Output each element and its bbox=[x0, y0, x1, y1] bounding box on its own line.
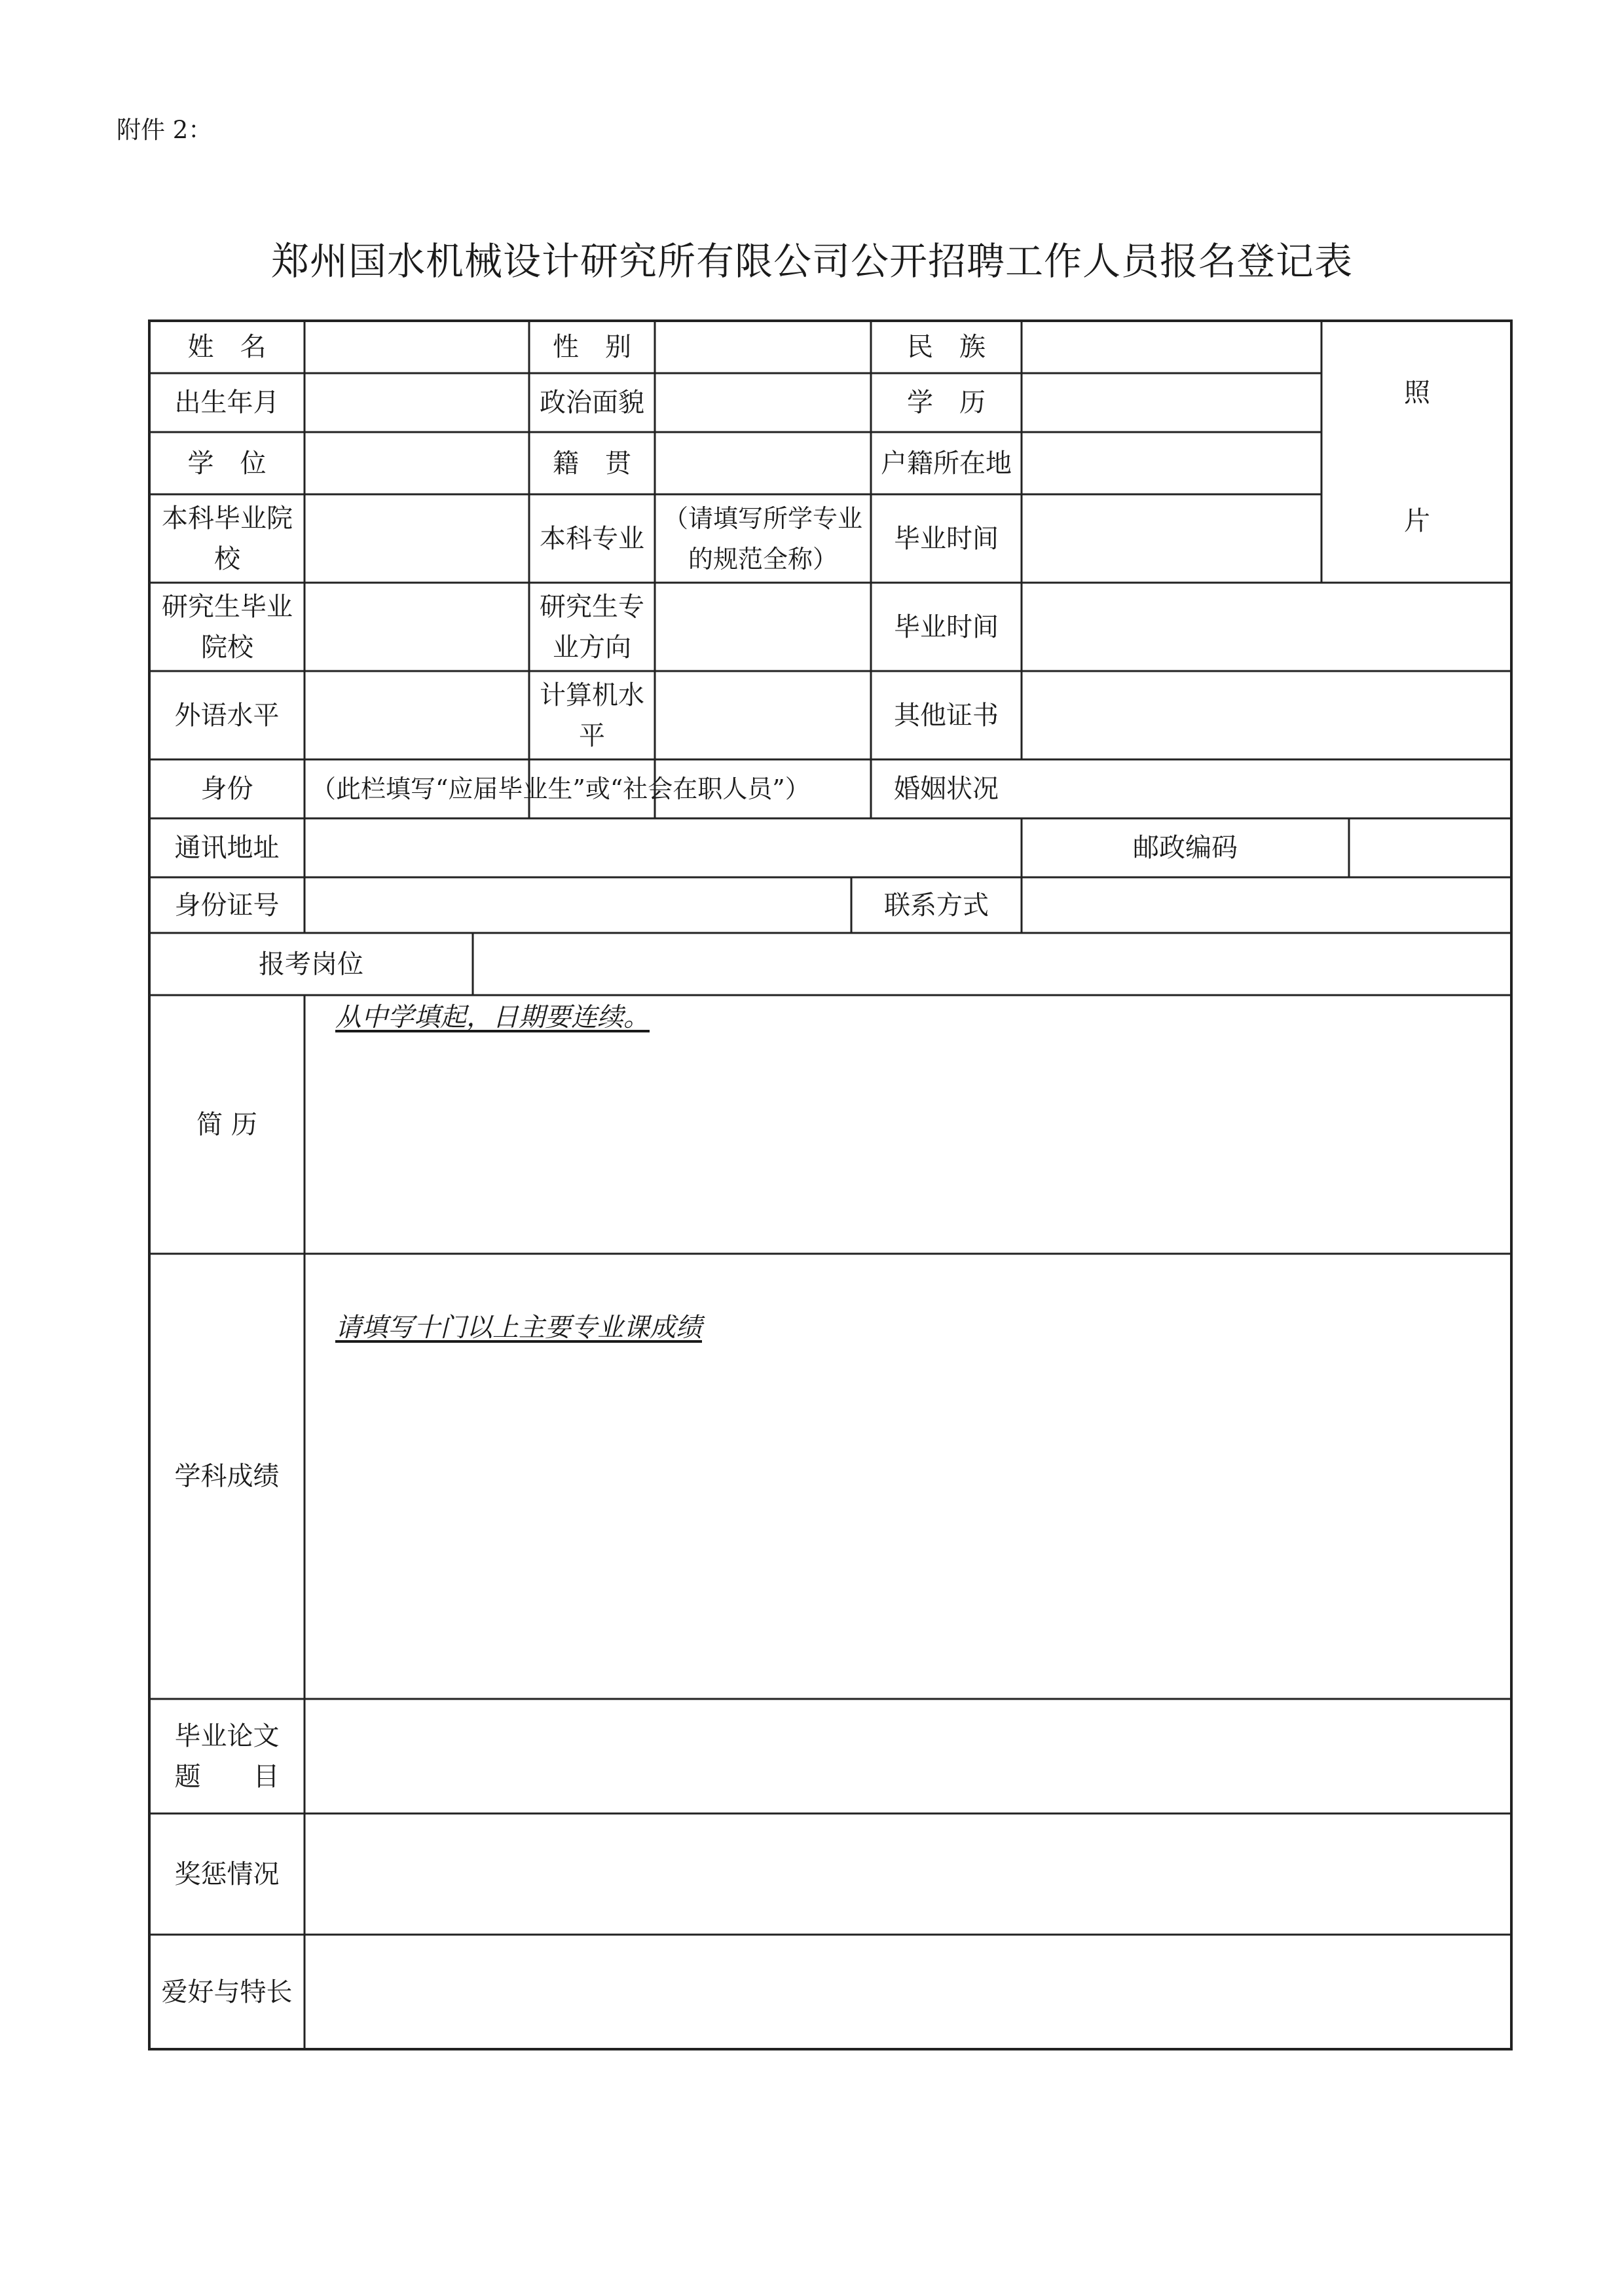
input-address[interactable] bbox=[304, 818, 1022, 877]
label-degree: 学 位 bbox=[187, 448, 267, 479]
input-postcode[interactable] bbox=[1349, 818, 1511, 877]
input-hobbies[interactable] bbox=[304, 1935, 1511, 2049]
label-computer: 计算机水平 bbox=[540, 680, 644, 751]
label-education: 学 历 bbox=[907, 388, 986, 418]
input-position[interactable] bbox=[473, 933, 1511, 995]
label-pg-major: 研究生专业方向 bbox=[540, 591, 644, 663]
annex-label: 附件 2： bbox=[117, 116, 213, 144]
label-thesis bbox=[149, 1699, 304, 1813]
input-thesis[interactable] bbox=[304, 1699, 1511, 1813]
input-pg-major[interactable] bbox=[655, 583, 871, 671]
input-certificates[interactable] bbox=[1022, 671, 1511, 759]
photo-label-bottom: 片 bbox=[1404, 506, 1430, 536]
input-birth[interactable] bbox=[304, 373, 529, 432]
input-ug-major-hint[interactable]: （请填写所学专业的规范全称） bbox=[663, 503, 862, 574]
label-position: 报考岗位 bbox=[259, 949, 363, 979]
input-education[interactable] bbox=[1022, 373, 1321, 432]
label-awards: 奖惩情况 bbox=[174, 1859, 280, 1889]
input-pg-school[interactable] bbox=[304, 583, 529, 671]
input-ug-grad-time[interactable] bbox=[1022, 494, 1321, 583]
photo-label-top: 照 bbox=[1404, 378, 1430, 408]
photo-box[interactable] bbox=[1321, 321, 1511, 583]
label-gender: 性 别 bbox=[553, 332, 631, 362]
label-grades: 学科成绩 bbox=[174, 1461, 280, 1491]
input-awards[interactable] bbox=[304, 1813, 1511, 1935]
resume-hint: 从中学填起，日期要连续。 bbox=[335, 1002, 650, 1032]
label-name: 姓 名 bbox=[187, 332, 267, 362]
input-name[interactable] bbox=[304, 321, 529, 373]
input-contact[interactable] bbox=[1022, 877, 1511, 933]
label-hobbies: 爱好与特长 bbox=[161, 1977, 293, 2007]
label-resume: 简 历 bbox=[196, 1109, 257, 1140]
input-political[interactable] bbox=[655, 373, 871, 432]
label-native: 籍 贯 bbox=[553, 448, 631, 479]
grades-hint: 请填写十门以上主要专业课成绩 bbox=[335, 1313, 702, 1343]
label-address: 通讯地址 bbox=[174, 833, 280, 863]
label-identity: 身份 bbox=[200, 774, 253, 804]
input-pg-grad-time[interactable] bbox=[1022, 583, 1511, 671]
label-ethnicity: 民 族 bbox=[907, 332, 986, 362]
input-hukou[interactable] bbox=[1022, 432, 1321, 494]
input-resume[interactable] bbox=[304, 995, 1511, 1254]
input-computer[interactable] bbox=[655, 671, 871, 759]
input-language[interactable] bbox=[304, 671, 529, 759]
input-identity-hint[interactable]: （此栏填写“应届毕业生”或“社会在职人员”） bbox=[311, 774, 810, 803]
input-gender[interactable] bbox=[655, 321, 871, 373]
label-ug-school: 本科毕业院校 bbox=[162, 503, 293, 574]
label-pg-school: 研究生毕业院校 bbox=[162, 591, 293, 663]
input-native[interactable] bbox=[655, 432, 871, 494]
label-pg-grad-time: 毕业时间 bbox=[894, 611, 999, 642]
label-ug-grad-time: 毕业时间 bbox=[894, 523, 999, 554]
label-hukou: 户籍所在地 bbox=[881, 448, 1012, 479]
label-ug-major: 本科专业 bbox=[540, 523, 644, 554]
label-language: 外语水平 bbox=[174, 700, 280, 731]
label-certificates: 其他证书 bbox=[894, 700, 999, 731]
label-postcode: 邮政编码 bbox=[1133, 833, 1238, 863]
label-contact: 联系方式 bbox=[884, 890, 989, 920]
input-ethnicity[interactable] bbox=[1022, 321, 1321, 373]
label-political: 政治面貌 bbox=[540, 388, 644, 418]
input-marital[interactable] bbox=[1022, 759, 1511, 818]
label-id-number: 身份证号 bbox=[174, 890, 280, 920]
label-birth: 出生年月 bbox=[174, 388, 280, 418]
input-id-number[interactable] bbox=[304, 877, 851, 933]
input-ug-school[interactable] bbox=[304, 494, 529, 583]
label-thesis-line1: 毕业论文 bbox=[174, 1721, 280, 1751]
input-degree[interactable] bbox=[304, 432, 529, 494]
label-thesis-line2: 题 目 bbox=[174, 1761, 280, 1792]
label-marital: 婚姻状况 bbox=[894, 774, 999, 804]
form-title: 郑州国水机械设计研究所有限公司公开招聘工作人员报名登记表 bbox=[270, 239, 1353, 283]
